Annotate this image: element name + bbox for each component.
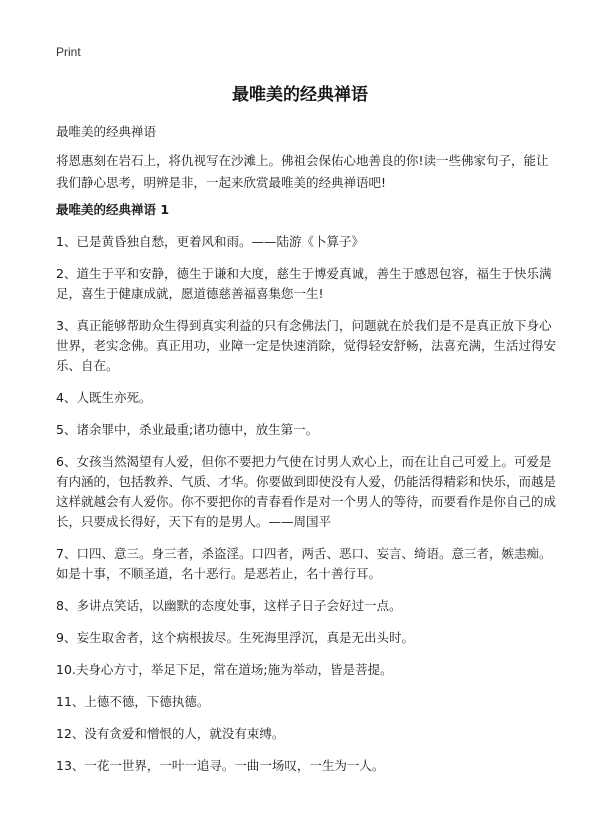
quote-item: 1、已是黄昏独自愁，更着风和雨。——陆游《卜算子》 <box>56 234 364 249</box>
quote-item: 2、道生于平和安静，德生于谦和大度，慈生于博爱真诚，善生于感恩包容，福生于快乐满足，喜生于健康成就，愿道德慈善福喜集您一生! <box>56 266 552 301</box>
quote-item: 9、妄生取舍者，这个病根拔尽。生死海里浮沉，真是无出头时。 <box>56 630 414 645</box>
subtitle: 最唯美的经典禅语 <box>56 124 157 139</box>
quote-item: 11、上德不德，下德执德。 <box>56 694 210 709</box>
quote-item: 12、没有贪爱和憎恨的人，就没有束缚。 <box>56 726 285 741</box>
quote-item: 5、诸余罪中，杀业最重;诸功德中，放生第一。 <box>56 422 319 437</box>
quote-item: 6、女孩当然渴望有人爱，但你不要把力气使在讨男人欢心上，而在让自己可爱上。可爱是有内涵的，包括教养、气质、才华。你要做到即使没有人爱，仍能活得精彩和快乐，而越是这样就越会有人爱你。你不要把你的青春看作是对一个男人的等待，而要看作是你自己的成长，只要成长得好，天下有的是男人。——周国平 <box>56 454 557 529</box>
quote-item: 7、口四、意三。身三者，杀盗淫。口四者，两舌、恶口、妄言、绮语。意三者，嫉恚痴。如是十事，不顺圣道，名十恶行。是恶若止，名十善行耳。 <box>56 546 552 581</box>
quote-list <box>56 232 556 788</box>
quote-item: 10.夫身心方寸，举足下足，常在道场;施为举动，皆是菩提。 <box>56 662 393 677</box>
section-heading: 最唯美的经典禅语 1 <box>56 202 170 217</box>
intro-paragraph: 将恩惠刻在岩石上，将仇视写在沙滩上。佛祖会保佑心地善良的你!读一些佛家句子，能让我们静心思考，明辨是非，一起来欣赏最唯美的经典禅语吧! <box>56 153 549 190</box>
quote-item: 4、人既生亦死。 <box>56 390 152 405</box>
print-link[interactable]: Print <box>56 45 81 59</box>
quote-item: 8、多讲点笑话，以幽默的态度处事，这样子日子会好过一点。 <box>56 598 402 613</box>
quote-item: 3、真正能够帮助众生得到真实利益的只有念佛法门，问题就在於我们是不是真正放下身心世界，老实念佛。真正用功，业障一定是快速消除，觉得轻安舒畅，法喜充满，生活过得安乐、自在。 <box>56 318 557 373</box>
quote-item: 13、一花一世界，一叶一追寻。一曲一场叹，一生为一人。 <box>56 758 385 773</box>
page-title: 最唯美的经典禅语 <box>232 85 368 105</box>
